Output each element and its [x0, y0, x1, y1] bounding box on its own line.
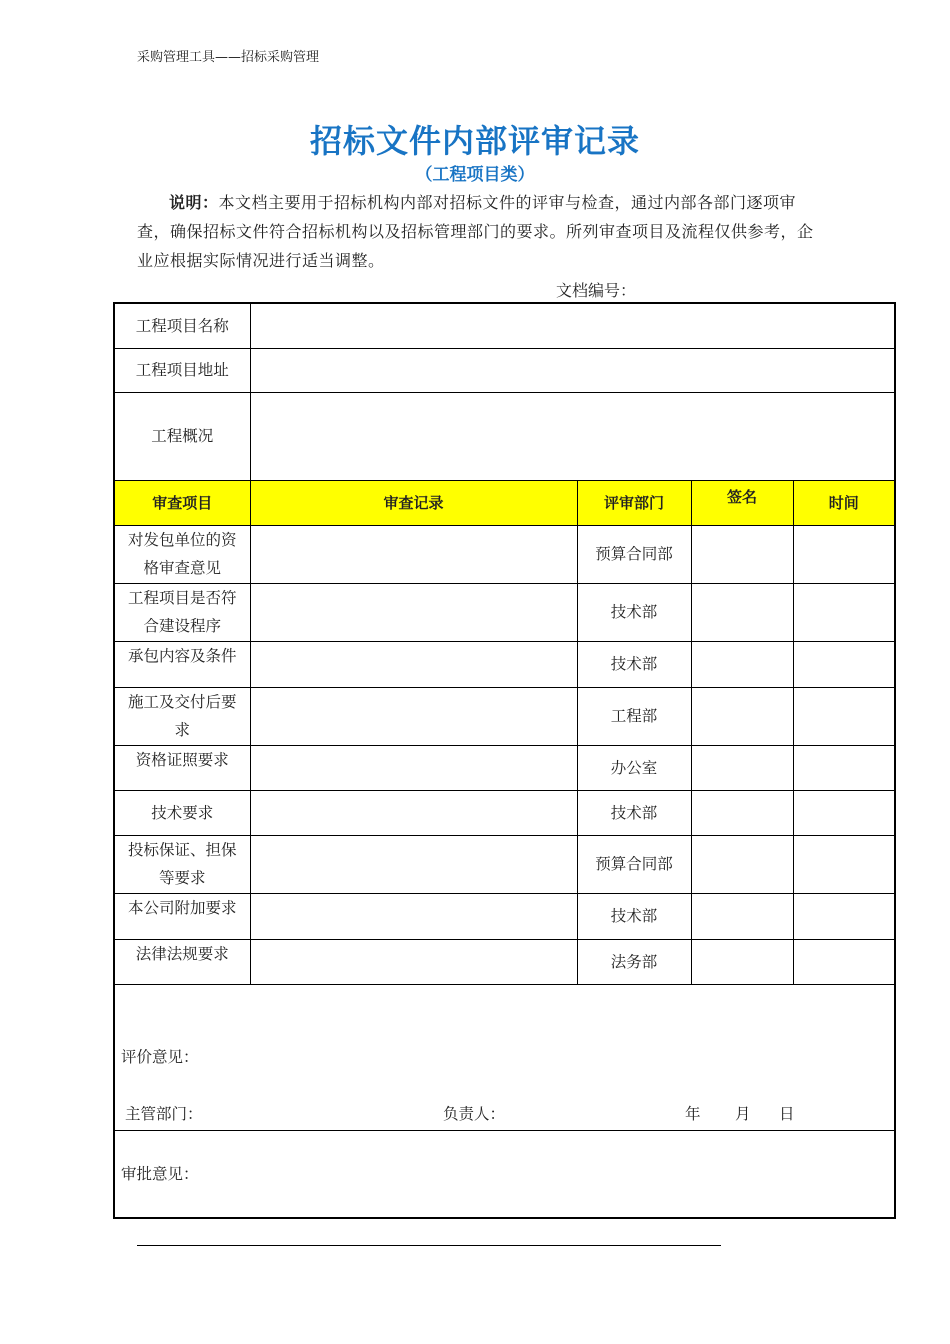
supervising-dept-label: 主管部门：: [125, 1104, 203, 1123]
review-item: 技术要求: [114, 790, 250, 835]
col-header-time: 时间: [793, 480, 895, 525]
approval-section[interactable]: [114, 1130, 895, 1218]
review-record-cell[interactable]: [250, 939, 577, 984]
running-header: 采购管理工具——招标采购管理: [137, 50, 320, 65]
table-row: [114, 893, 895, 939]
project-overview-field[interactable]: [250, 392, 895, 480]
sign-cell[interactable]: [691, 893, 793, 939]
evaluation-section[interactable]: [114, 984, 895, 1130]
time-cell[interactable]: [793, 525, 895, 583]
review-dept: 工程部: [577, 687, 691, 745]
time-cell[interactable]: [793, 745, 895, 790]
review-dept: 技术部: [577, 893, 691, 939]
review-item: 本公司附加要求: [114, 893, 250, 939]
sign-cell[interactable]: [691, 745, 793, 790]
description-lead: 说明：: [169, 193, 219, 212]
doc-number-label: 文档编号：: [556, 281, 637, 300]
sign-cell[interactable]: [691, 583, 793, 641]
review-form: [113, 302, 896, 1219]
review-item: 对发包单位的资格审查意见: [114, 525, 250, 583]
review-record-cell[interactable]: [250, 641, 577, 687]
review-record-cell[interactable]: [250, 745, 577, 790]
review-item: 施工及交付后要求: [114, 687, 250, 745]
approval-label: 审批意见：: [121, 1164, 199, 1183]
sign-cell[interactable]: [691, 835, 793, 893]
review-item: 投标保证、担保等要求: [114, 835, 250, 893]
review-dept: 技术部: [577, 641, 691, 687]
table-row: [114, 583, 895, 641]
time-cell[interactable]: [793, 583, 895, 641]
review-dept: 预算合同部: [577, 525, 691, 583]
col-header-item: 审查项目: [114, 480, 250, 525]
review-dept: 技术部: [577, 583, 691, 641]
project-name-label: 工程项目名称: [114, 303, 250, 348]
table-row: [114, 790, 895, 835]
col-header-record: 审查记录: [250, 480, 577, 525]
review-record-cell[interactable]: [250, 790, 577, 835]
review-item: 工程项目是否符合建设程序: [114, 583, 250, 641]
date-day-label: 日: [779, 1104, 795, 1123]
sign-cell[interactable]: [691, 687, 793, 745]
review-record-cell[interactable]: [250, 525, 577, 583]
time-cell[interactable]: [793, 641, 895, 687]
project-name-field[interactable]: [250, 303, 895, 348]
review-item: 法律法规要求: [114, 939, 250, 984]
table-row: [114, 525, 895, 583]
table-row: [114, 939, 895, 984]
time-cell[interactable]: [793, 790, 895, 835]
description-text: 本文档主要用于招标机构内部对招标文件的评审与检查，通过内部各部门逐项审查，确保招标文件符合招标机构以及招标管理部门的要求。所列审查项目及流程仅供参考，企业应根据实际情况进行适当调整。: [137, 193, 814, 270]
review-item: 资格证照要求: [114, 745, 250, 790]
sign-cell[interactable]: [691, 790, 793, 835]
table-row: [114, 641, 895, 687]
page-title: 招标文件内部评审记录: [309, 122, 640, 160]
page-subtitle: （工程项目类）: [415, 165, 535, 185]
sign-cell[interactable]: [691, 525, 793, 583]
review-record-cell[interactable]: [250, 583, 577, 641]
project-address-label: 工程项目地址: [114, 348, 250, 392]
responsible-person-label: 负责人：: [443, 1104, 506, 1123]
review-record-cell[interactable]: [250, 835, 577, 893]
review-dept: 预算合同部: [577, 835, 691, 893]
col-header-dept: 评审部门: [577, 480, 691, 525]
review-dept: 办公室: [577, 745, 691, 790]
time-cell[interactable]: [793, 893, 895, 939]
sign-cell[interactable]: [691, 641, 793, 687]
review-record-cell[interactable]: [250, 893, 577, 939]
sign-cell[interactable]: [691, 939, 793, 984]
review-item: 承包内容及条件: [114, 641, 250, 687]
project-address-field[interactable]: [250, 348, 895, 392]
time-cell[interactable]: [793, 687, 895, 745]
time-cell[interactable]: [793, 939, 895, 984]
col-header-sign: 签名: [691, 480, 793, 525]
table-header-row: [114, 480, 895, 525]
time-cell[interactable]: [793, 835, 895, 893]
review-record-cell[interactable]: [250, 687, 577, 745]
date-month-label: 月: [735, 1104, 751, 1123]
review-dept: 技术部: [577, 790, 691, 835]
footer-rule: [137, 1245, 721, 1246]
description: [137, 188, 817, 275]
review-dept: 法务部: [577, 939, 691, 984]
table-row: [114, 745, 895, 790]
evaluation-sign-row: [125, 1100, 884, 1122]
evaluation-label: 评价意见：: [121, 1048, 199, 1066]
table-row: [114, 687, 895, 745]
date-year-label: 年: [685, 1104, 701, 1123]
table-row: [114, 835, 895, 893]
project-overview-label: 工程概况: [114, 392, 250, 480]
